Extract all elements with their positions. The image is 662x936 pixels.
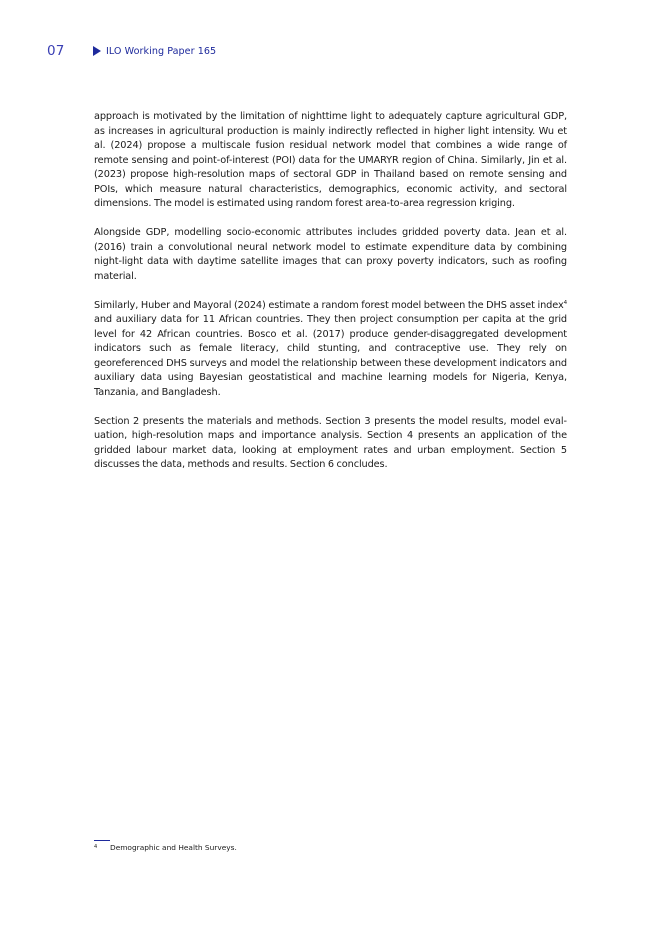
paragraph-1: approach is motivated by the limitation of nighttime light to adequately capture agricultural GDP, as increases in agricultural production is mainly indirectly reflected in higher light intensity. Wu et al. (2024) propose a multiscale fusion residual network model that combines a wide range of remote sensing and point-of-interest (POI) data for the UMARYR region of China. Similarly, Jin et al. (2023) propose high-resolution maps of sectoral GDP in Thailand based on remote sensing and POIs, which measure natural characteristics, demographics, economic activity, and sectoral dimensions. The model is estimated using random forest area-to-area regression kriging. bbox=[94, 111, 567, 209]
footnote-reference[interactable]: 4 bbox=[563, 299, 567, 306]
paragraph-3-start: Similarly, Huber and Mayoral (2024) estimate a random forest model between the DHS asset index bbox=[94, 299, 564, 311]
footnote-mark: 4 bbox=[94, 844, 98, 850]
body-text bbox=[94, 110, 567, 487]
footnote-text: Demographic and Health Surveys. bbox=[110, 843, 237, 852]
paragraph-2: Alongside GDP, modelling socio-economic attributes includes gridded poverty data. Jean et al. (2016) train a convolutional neural network model to estimate expenditure data by combining night-light data with daytime satellite images that can proxy poverty indicators, such as roofing material. bbox=[94, 227, 567, 282]
paragraph-3 bbox=[94, 299, 567, 401]
footnote bbox=[94, 843, 567, 854]
paragraph-3-end: and auxiliary data for 11 African countries. They then project consumption per capita at the grid level for 42 African countries. Bosco et al. (2017) produce gender-disaggregated development indicators such as female literacy, child stunting, and contraceptive use. They rely on georeferenced DHS surveys and model the relationship between these development indicators and auxiliary data using Bayesian geostatistical and machine learning models for Nigeria, Kenya, Tanzania, and Bangladesh. bbox=[94, 314, 567, 398]
running-head bbox=[93, 46, 216, 57]
series-title: ILO Working Paper 165 bbox=[106, 45, 217, 57]
page-number: 07 bbox=[47, 43, 65, 59]
play-triangle-icon bbox=[93, 46, 101, 56]
page-header bbox=[47, 42, 216, 60]
footnote-divider bbox=[94, 840, 110, 841]
paragraph-4: Section 2 presents the materials and methods. Section 3 presents the model results, model evaluation, high-resolution maps and importance analysis. Section 4 presents an application of the gridded labour market data, looking at employment rates and urban employment. Section 5 discusses the data, methods and results. Section 6 concludes. bbox=[94, 415, 567, 470]
